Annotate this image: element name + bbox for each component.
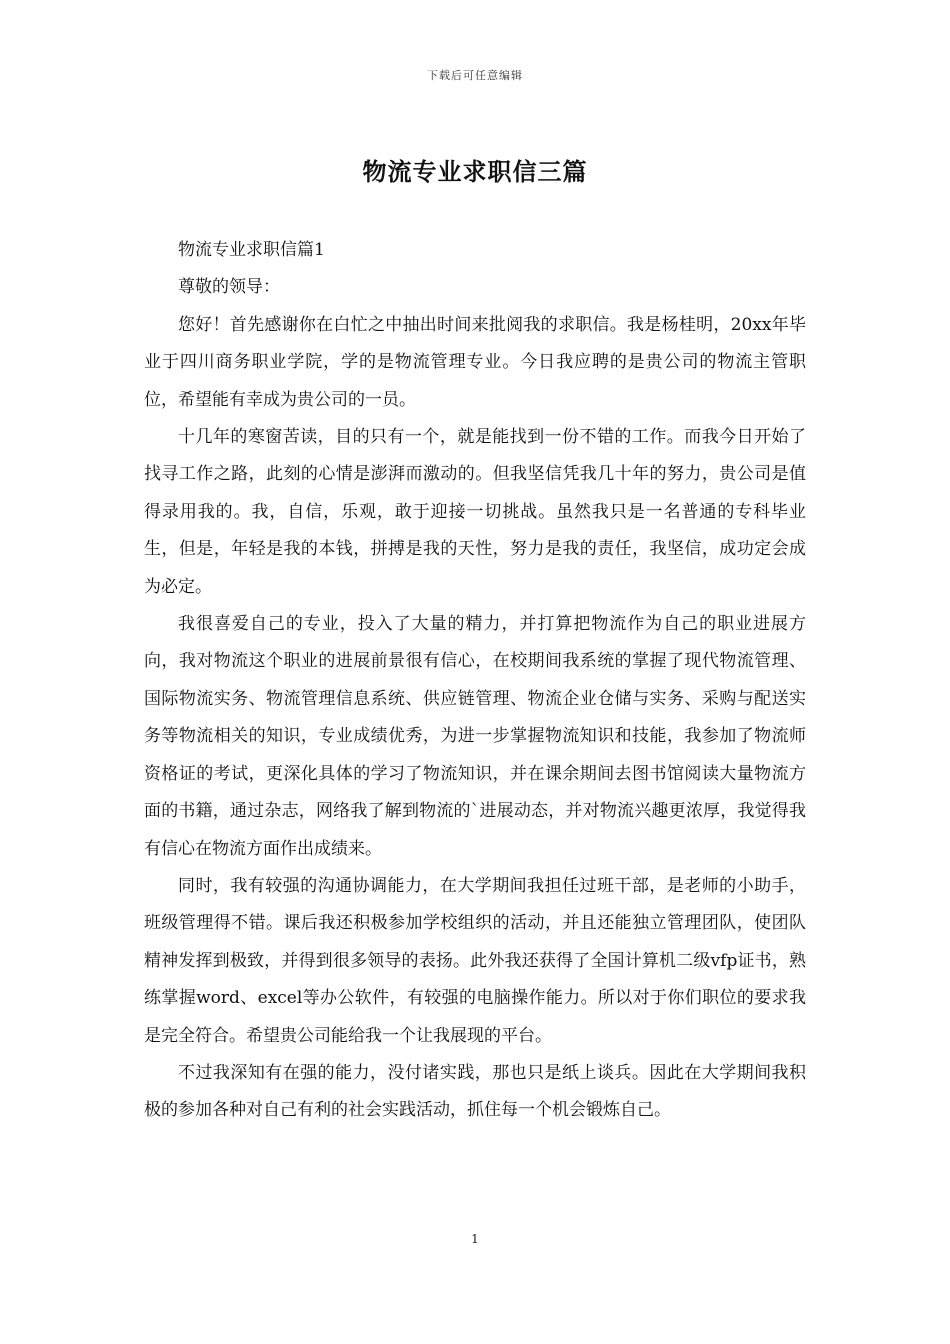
body-paragraph: 我很喜爱自己的专业，投入了大量的精力，并打算把物流作为自己的职业进展方向，我对物流这个职业的进展前景很有信心，在校期间我系统的掌握了现代物流管理、国际物流实务、物流管理信息系统、供应链管理、物流企业仓储与实务、采购与配送实务等物流相关的知识，专业成绩优秀，为进一步掌握物流知识和技能，我参加了物流师资格证的考试，更深化具体的学习了物流知识，并在课余期间去图书馆阅读大量物流方面的书籍，通过杂志，网络我了解到物流的`进展动态，并对物流兴趣更浓厚，我觉得我有信心在物流方面作出成绩来。 <box>144 614 806 859</box>
header-note: 下载后可任意编辑 <box>427 69 523 82</box>
body-paragraph: 不过我深知有在强的能力，没付诸实践，那也只是纸上谈兵。因此在大学期间我积极的参加各种对自己有利的社会实践活动，抓住每一个机会锻炼自己。 <box>144 1062 806 1121</box>
document-body <box>144 232 806 1130</box>
document-title: 物流专业求职信三篇 <box>362 157 588 186</box>
salutation: 尊敬的领导： <box>178 277 280 298</box>
section-heading: 物流专业求职信篇1 <box>178 240 325 260</box>
body-paragraph: 同时，我有较强的沟通协调能力，在大学期间我担任过班干部，是老师的小助手，班级管理得不错。课后我还积极参加学校组织的活动，并且还能独立管理团队，使团队精神发挥到极致，并得到很多领导的表扬。此外我还获得了全国计算机二级vfp证书，熟练掌握word、excel等办公软件，有较强的电脑操作能力。所以对于你们职位的要求我是完全符合。希望贵公司能给我一个让我展现的平台。 <box>144 875 806 1046</box>
page-number: 1 <box>471 1232 479 1246</box>
body-paragraph: 您好！首先感谢你在白忙之中抽出时间来批阅我的求职信。我是杨桂明，20xx年毕业于四川商务职业学院，学的是物流管理专业。今日我应聘的是贵公司的物流主管职位，希望能有幸成为贵公司的一员。 <box>144 314 806 410</box>
body-paragraph: 十几年的寒窗苦读，目的只有一个，就是能找到一份不错的工作。而我今日开始了找寻工作之路，此刻的心情是澎湃而激动的。但我坚信凭我几十年的努力，贵公司是值得录用我的。我，自信，乐观，敢于迎接一切挑战。虽然我只是一名普通的专科毕业生，但是，年轻是我的本钱，拼搏是我的天性，努力是我的责任，我坚信，成功定会成为必定。 <box>144 427 806 597</box>
